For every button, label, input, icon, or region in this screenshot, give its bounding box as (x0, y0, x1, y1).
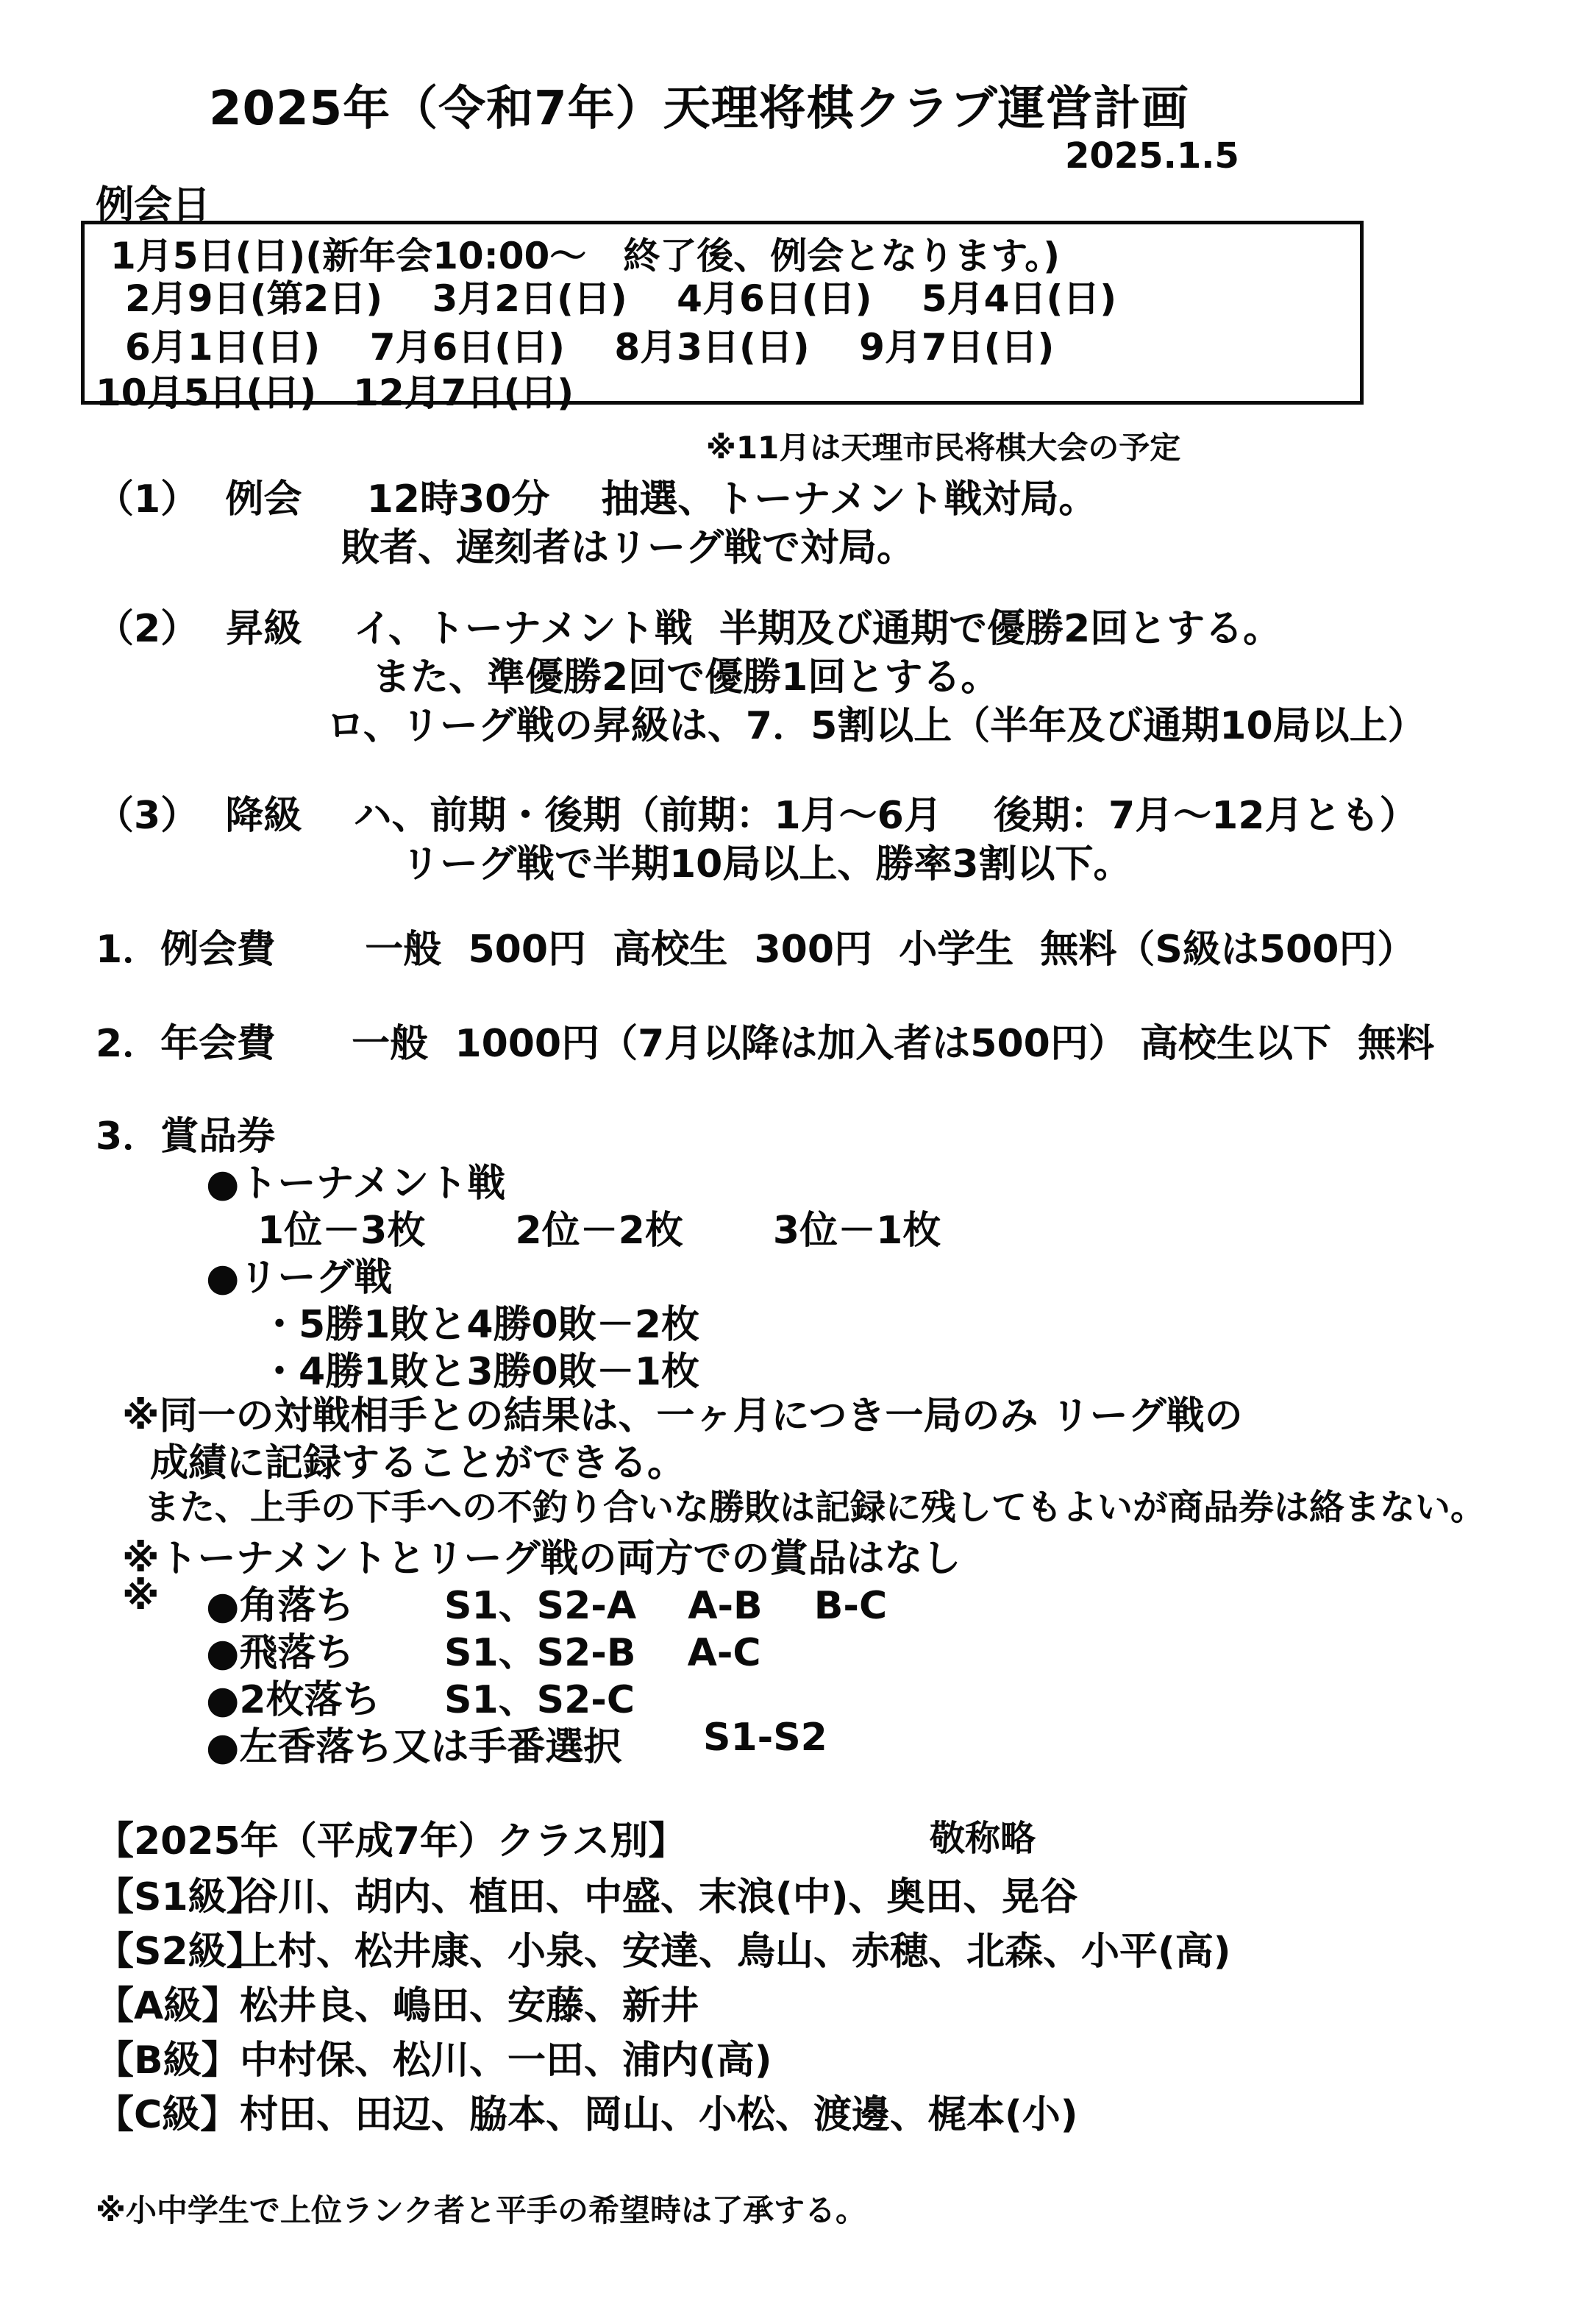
honorific-note: 敬称略 (930, 1818, 1036, 1859)
handicap-item-4-name: ●左香落ち又は手番選択 (206, 1725, 622, 1769)
november-note: ※11月は天理市民将棋大会の予定 (706, 430, 1181, 466)
meeting-day-line-1: 1月5日(日)(新年会10:00～ 終了後、例会となります。) (110, 235, 1061, 277)
rule-2-line-2: また、準優勝2回で優勝1回とする。 (372, 655, 1000, 700)
meeting-days-label: 例会日 (96, 183, 211, 227)
handicap-item-1-name: ●角落ち (206, 1584, 355, 1628)
handicap-item-4-classes: S1-S2 (703, 1716, 827, 1760)
class-row-a-members: 松井良、嶋田、安藤、新井 (240, 1984, 699, 2028)
footer-note: ※小中学生で上位ランク者と平手の希望時は了承する。 (96, 2192, 866, 2228)
class-row-s1-members: 谷川、胡内、植田、中盛、末浪(中)、奥田、晃谷 (240, 1875, 1078, 1919)
meeting-fee: 1．例会費 一般 500円 高校生 300円 小学生 無料（S級は500円） (96, 928, 1416, 972)
league-label: ●リーグ戦 (206, 1256, 393, 1300)
handicap-mark: ※ (122, 1574, 160, 1618)
class-row-s2-label: 【S2級】 (96, 1930, 265, 1974)
league-item-2: ・4勝1敗と3勝0敗－1枚 (260, 1350, 699, 1394)
tournament-label: ●トーナメント戦 (206, 1162, 506, 1206)
handicap-item-3-classes: S1、S2-C (444, 1678, 635, 1722)
rule-1-line-2: 敗者、遅刻者はリーグ戦で対局。 (341, 526, 916, 570)
meeting-day-line-3: 6月1日(日) 7月6日(日) 8月3日(日) 9月7日(日) (125, 326, 1055, 369)
rule-3-line-1: （3） 降級 ハ、前期・後期（前期：1月～6月 後期：7月～12月とも） (96, 794, 1418, 838)
page-title: 2025年（令和7年）天理将棋クラブ運営計画 (209, 82, 1189, 136)
meeting-day-line-4: 10月5日(日) 12月7日(日) (96, 372, 574, 414)
handicap-item-1-classes: S1、S2-A A-B B-C (444, 1584, 888, 1628)
league-item-1: ・5勝1敗と4勝0敗－2枚 (260, 1303, 699, 1347)
rule-2-line-3: ロ、リーグ戦の昇級は、7．5割以上（半年及び通期10局以上） (327, 704, 1426, 748)
meeting-day-line-2: 2月9日(第2日) 3月2日(日) 4月6日(日) 5月4日(日) (125, 277, 1117, 320)
prize-note-1a: ※同一の対戦相手との結果は、一ヶ月につき一局のみ リーグ戦の (122, 1394, 1243, 1438)
tournament-detail: 1位－3枚 2位－2枚 3位－1枚 (257, 1209, 941, 1253)
class-row-c-members: 村田、田辺、脇本、岡山、小松、渡邊、梶本(小) (240, 2093, 1078, 2137)
rule-1-line-1: （1） 例会 12時30分 抽選、トーナメント戦対局。 (96, 477, 1097, 522)
class-list-heading: 【2025年（平成7年）クラス別】 (96, 1819, 687, 1863)
prize-note-1b: 成績に記録することができる。 (150, 1441, 686, 1485)
class-row-a-label: 【A級】 (96, 1984, 241, 2028)
prizes-heading: 3．賞品券 (96, 1115, 276, 1159)
annual-fee: 2．年会費 一般 1000円（7月以降は加入者は500円） 高校生以下 無料 (96, 1022, 1435, 1066)
class-row-s2-members: 上村、松井康、小泉、安達、鳥山、赤穂、北森、小平(高) (240, 1930, 1231, 1974)
prize-note-3: ※トーナメントとリーグ戦の両方での賞品はなし (122, 1537, 961, 1581)
document-date: 2025.1.5 (1065, 135, 1239, 177)
rule-3-line-2: リーグ戦で半期10局以上、勝率3割以下。 (402, 842, 1132, 886)
handicap-item-3-name: ●2枚落ち (206, 1678, 381, 1722)
class-row-b-label: 【B級】 (96, 2039, 240, 2083)
handicap-item-2-name: ●飛落ち (206, 1631, 355, 1675)
handicap-item-2-classes: S1、S2-B A-C (444, 1631, 761, 1675)
prize-note-2: また、上手の下手への不釣り合いな勝敗は記録に残してもよいが商品券は絡まない。 (144, 1487, 1486, 1528)
class-row-b-members: 中村保、松川、一田、浦内(高) (240, 2039, 772, 2083)
class-row-c-label: 【C級】 (96, 2093, 239, 2137)
class-row-s1-label: 【S1級】 (96, 1875, 265, 1919)
rule-2-line-1: （2） 昇級 イ、トーナメント戦 半期及び通期で優勝2回とする。 (96, 607, 1282, 651)
